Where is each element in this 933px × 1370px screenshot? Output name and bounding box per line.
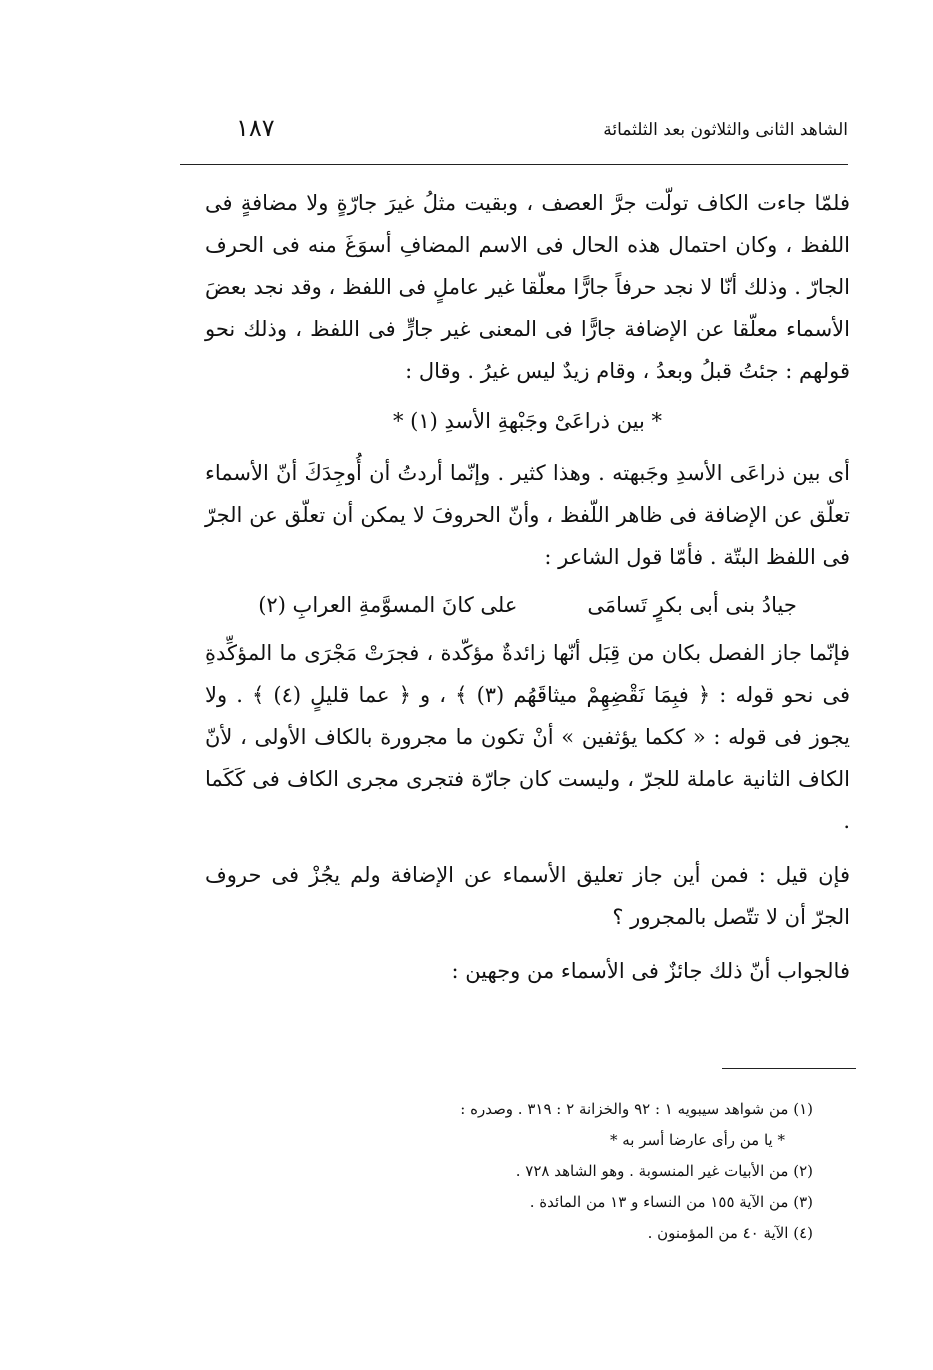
footnote-4: (٤) الآية ٤٠ من المؤمنون . xyxy=(647,1224,813,1242)
footnote-1: (١) من شواهد سيبويه ١ : ٩٢ والخزانة ٢ : ٣١٩ . وصدره : xyxy=(460,1100,813,1118)
page-header xyxy=(180,108,848,156)
footnote-rule xyxy=(722,1068,856,1069)
verse-hemistich-2: على كانَ المسوَّمةِ العرابِ (٢) xyxy=(258,593,518,617)
verse-quote-2 xyxy=(205,584,850,626)
main-text xyxy=(205,182,850,992)
header-rule xyxy=(180,164,848,165)
footnotes xyxy=(213,1094,813,1249)
paragraph-4: فإن قيل : فمن أين جاز تعليق الأسماء عن الإضافة ولم يجُزْ فى حروف الجرّ أن لا تتّصل بالمجرور ؟ xyxy=(205,863,850,929)
verse-quote-1: * بين ذراعَىْ وجَبْهةِ الأسدِ (١) * xyxy=(392,409,663,433)
footnote-1-verse: * يا من رأى عارضا أسر به * xyxy=(609,1131,785,1149)
page-number: ١٨٧ xyxy=(236,114,275,142)
running-title: الشاهد الثانى والثلاثون بعد الثلثمائة xyxy=(603,120,848,140)
verse-hemistich-1: جيادُ بنى أبى بكرٍ تَسامَى xyxy=(587,593,797,617)
paragraph-3: فإنّما جاز الفصل بكان من قِبَل أنّها زائدةٌ مؤكّدة ، فجرَتْ مَجْرَى ما المؤكِّدةِ فى نحو قوله : ﴿ فبِمَا نَقْضِهِمْ ميثاقَهُم (٣) ﴾ ، و ﴿ عما قليلٍ (٤) ﴾ . ولا يجوز فى قوله : « ككما يؤثفين » أنْ تكون ما مجرورة بالكاف الأولى ، لأنّ الكاف الثانية عاملة للجرّ ، وليست كان جارّة فتجرى مجرى الكاف فى كَكَما . xyxy=(205,641,850,833)
footnote-2: (٢) من الأبيات غير المنسوبة . وهو الشاهد ٧٢٨ . xyxy=(515,1162,813,1180)
paragraph-1: فلمّا جاءت الكاف تولّت جرَّ العصف ، وبقيت مثلُ غيرَ جارّةٍ ولا مضافةٍ فى اللفظ ، وكان احتمال هذه الحال فى الاسم المضافِ أسوَغَ منه فى الحرف الجارّ . وذلك أنّا لا نجد حرفاً جارًّا معلّقا غير عاملٍ فى اللفظ ، وقد نجد بعضَ الأسماء معلّقا عن الإضافة جارًّا فى المعنى غير جارٍّ فى اللفظ ، وذلك نحو قولهم : جئتُ قبلُ وبعدُ ، وقام زيدٌ ليس غيرُ . وقال : xyxy=(205,191,850,383)
paragraph-5: فالجواب أنّ ذلك جائزٌ فى الأسماء من وجهين : xyxy=(451,959,850,983)
footnote-3: (٣) من الآية ١٥٥ من النساء و ١٣ من المائدة . xyxy=(529,1193,813,1211)
paragraph-2: أى بين ذراعَى الأسدِ وجَبهته . وهذا كثير . وإنّما أردتُ أن أُوجِدَكَ أنّ الأسماء تعلّق عن الإضافة فى ظاهر اللّفظ ، وأنّ الحروفَ لا يمكن أن تعلّق عن الجرّ فى اللفظ البتّة . فأمّا قول الشاعر : xyxy=(205,461,850,569)
